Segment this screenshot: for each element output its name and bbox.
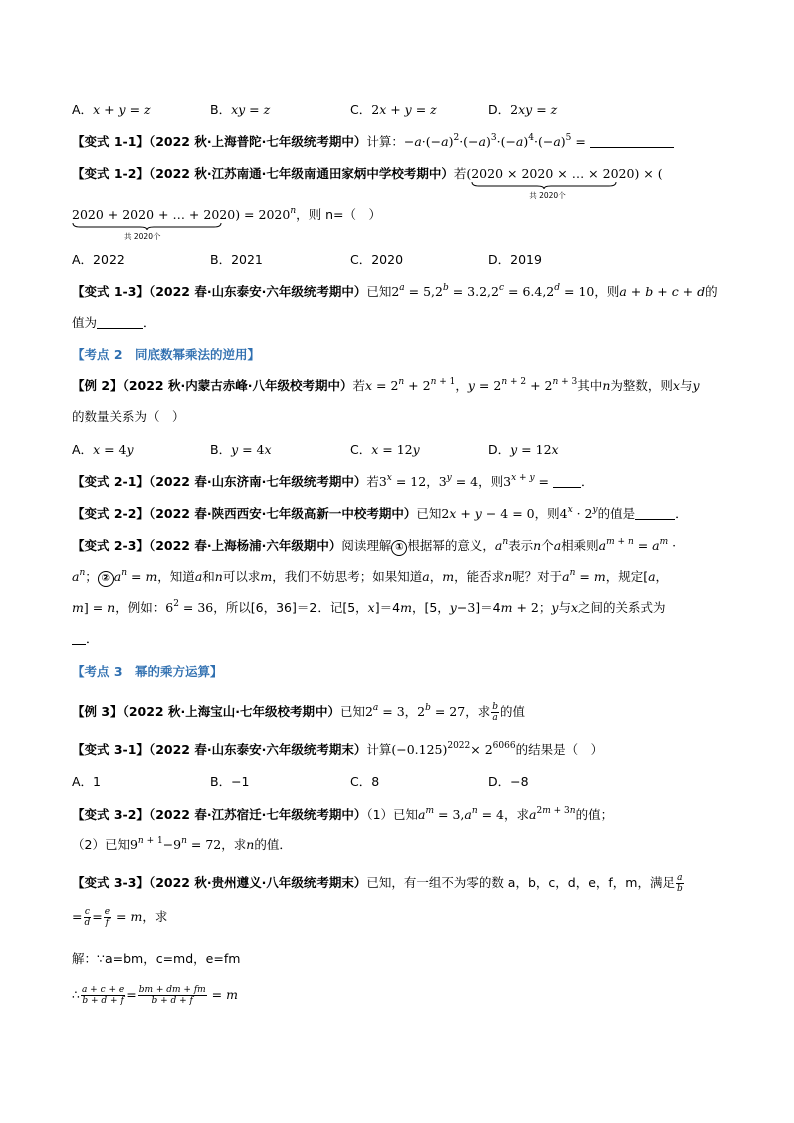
circled-number: ② [98,571,114,587]
variant-1-3: 【变式 1-3】（2022 春·山东泰安·六年级统考期中）已知$2^a = 5,2^b = 3.2,2^c = 6.4,2^d = 10$，则a + b + c + d的 [72,283,718,299]
example-2-line2: 的数量关系为（ ） [72,409,185,424]
answer-blank[interactable] [635,507,675,520]
variant-3-3: 【变式 3-3】（2022 秋·贵州遵义·八年级统考期末）已知，有一组不为零的数 a，b，c，d，e，f，m，满足 $\frac{a}{b}$ [72,873,683,894]
option-b: B．2021 [210,252,263,267]
variant-1-1: 【变式 1-1】（2022 秋·上海普陀·七年级统考期中）计算：$-a\cdot(-a)^2\cdot(-a)^3\cdot(-a)^4\cdot(-a)^5$ = [72,133,674,151]
variant-3-2: 【变式 3-2】（2022 春·江苏宿迁·七年级统考期中）（1）已知$a^m = 3,a^n = 4$，求$a^{2m + 3n}$的值； [72,806,614,822]
option-c: C．2x + y = z [350,102,437,117]
underbrace-product: 2020 × 2020 × … × 2020 共 2020个 [471,166,635,200]
fraction-ace-over-bdf: $\frac{a + c + e}{b + d + f}$ [81,985,125,1006]
option-a: A．2022 [72,252,125,267]
fraction-bm-dm-fm-over-bdf: $\frac{bm + dm + fm}{b + d + f}$ [138,985,206,1006]
option-c: C．2020 [350,252,404,267]
option-d: D．2xy = z [488,102,558,117]
circled-number: ① [391,540,407,556]
variant-1-2: 【变式 1-2】（2022 秋·江苏南通·七年级南通田家炳中学校考期中）若(2020 × 2020 × … × 2020 共 2020个 ) × ( [72,166,663,200]
variant-2-3-line4: ． [72,630,99,648]
variant-2-3: 【变式 2-3】（2022 春·上海杨浦·六年级期中）阅读理解 ① 根据幂的意义，$a^n$表示n个a相乘则$a^{m + n} = a^m$ · [72,537,676,556]
variant-1-2-line2: 2020 + 2020 + … + 2020 共 2020个 ) = $2020^n$，则 n=（ ） [72,206,381,241]
variant-2-2: 【变式 2-2】（2022 春·陕西西安·七年级高新一中校考期中）已知2x + y − 4 = 0，则$4^x \cdot 2^y$的值是 ． [72,505,688,521]
variant-2-3-line2: $a^n$； ② $a^n = m$，知道a和n可以求m，我们不妨思考；如果知道a，m，能否求n呢？对于$a^n = m$，规定[a， [72,568,668,587]
option-a: A．x + y = z [72,102,151,117]
answer-blank[interactable] [590,135,674,148]
variant-2-3-line3: m] = n，例如：$6^2 = 36$，所以[6，36]＝2．记[5，x]＝4m，[5，y−3]＝4m + 2；y与x之间的关系式为 [72,599,666,615]
answer-blank[interactable] [97,316,143,329]
section-heading: 【考点 2 同底数幂乘法的逆用】 [72,347,261,362]
option-b: B．y = 4x [210,442,272,457]
variant-1-3-line2: 值为 ． [72,315,156,330]
variant-3-2-line2: （2）已知$9^{n + 1}-9^n = 72$，求n的值． [72,836,292,852]
fraction-b-over-a: $\frac{b}{a}$ [492,702,498,723]
variant-2-1: 【变式 2-1】（2022 春·山东济南·七年级统考期中）若$3^x = 12$，$3^y = 4$，则$3^{x + y}$ = ． [72,473,594,489]
example-2: 【例 2】（2022 秋·内蒙古赤峰·八年级校考期中）若$x = 2^n + 2^{n + 1}$，$y = 2^{n + 2} + 2^{n + 3}$其中n为整数，则x与y [72,377,700,393]
option-c: C．8 [350,774,380,789]
option-b: B．xy = z [210,102,271,117]
solution-line-1: 解：∵a=bm，c=md，e=fm [72,951,241,966]
fraction-c-over-d: $\frac{c}{d}$ [84,907,91,928]
solution-line-2: ∴ $\frac{a + c + e}{b + d + f}$ = $\frac{bm + dm + fm}{b + d + f}$ = m [72,985,238,1006]
underbrace-sum: 2020 + 2020 + … + 2020 共 2020个 [72,207,236,241]
option-a: A．x = 4y [72,442,134,457]
example-3: 【例 3】（2022 秋·上海宝山·七年级校考期中）已知$2^a = 3$，$2^b = 27$，求 $\frac{b}{a}$ 的值 [72,702,526,723]
fraction-a-over-b: $\frac{a}{b}$ [676,873,683,894]
option-b: B．−1 [210,774,250,789]
answer-blank[interactable] [553,475,581,488]
option-c: C．x = 12y [350,442,420,457]
option-d: D．y = 12x [488,442,559,457]
variant-3-1: 【变式 3-1】（2022 春·山东泰安·六年级统考期末）计算$(-0.125)^{2022}\times 2^{6066}$的结果是（ ） [72,741,604,757]
variant-3-3-line2: = $\frac{c}{d}$ = $\frac{e}{f}$ = m，求 [72,907,168,928]
answer-blank[interactable] [72,632,86,645]
section-heading: 【考点 3 幂的乘方运算】 [72,664,223,679]
fraction-e-over-f: $\frac{e}{f}$ [104,907,111,928]
option-d: D．−8 [488,774,529,789]
option-a: A．1 [72,774,102,789]
option-d: D．2019 [488,252,542,267]
